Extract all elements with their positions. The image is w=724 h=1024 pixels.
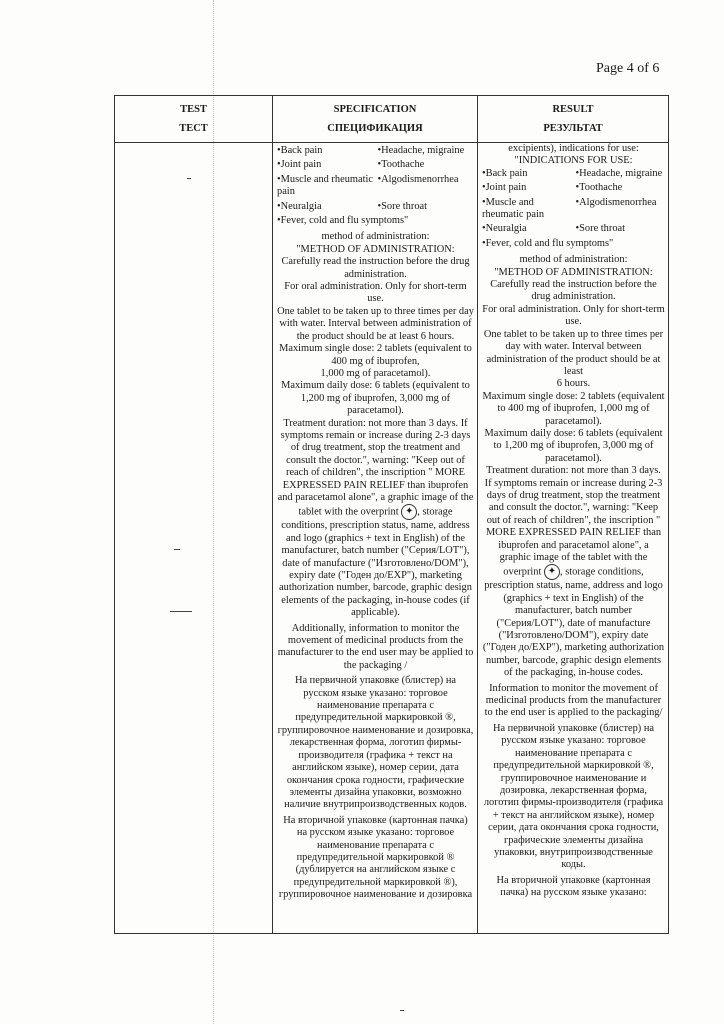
list-item: • Muscle and rheumatic pain [277,174,374,199]
overprint-icon: ✦ [401,504,417,520]
header-spec-cell [273,96,478,143]
list-item: • Joint pain [482,182,572,194]
scan-mark [174,549,180,550]
scan-mark [400,1010,404,1011]
overprint-icon: ✦ [544,564,560,580]
list-item: • Fever, cold and flu symptoms" [482,238,665,250]
scan-mark [187,178,191,179]
result-overprint-text: overprint ✦ , storage conditions, prescription status, name, address and logo (graphics + text in English) of the manufacturer, batch number ("Серия/LOT"), date of manufacture ("Изготовлено/DOM"), expiry date ("Годен до/EXP"), marketing authorization number, barcode, graphic design elements of the packaging, in-house codes. [482,566,665,679]
list-item: • Toothache [576,182,666,194]
result-cell [478,143,669,934]
result-ru-primary-text: На первичной упаковке (блистер) на русском языке указано: торговое наименование препарата с предупредительной маркировкой ®, группировочное наименование и дозировка, лекарственная форма, логотип фирмы-производителя (графика + текст на английском языке), номер серии, дата окончания срока годности, графические элементы дизайна упаковки, внутрипроизводственные коды. [483,722,664,871]
list-item: • Headache, migraine [378,145,475,157]
test-cell [115,143,273,934]
specification-cell [273,143,478,934]
scan-mark [170,611,192,612]
result-monitor-text: Information to monitor the movement of medicinal products from the manufacturer to the end user is applied to the packaging/ [484,682,663,719]
result-symptom-list [482,168,665,252]
header-test-cell [115,96,273,143]
result-intro-text: excipients), indications for use: "INDICATIONS FOR USE: [508,143,639,167]
list-item: • Algodismenorrhea [576,197,666,222]
list-item: • Back pain [482,168,572,180]
spec-tablet-text: tablet with the overprint ✦ , storage conditions, prescription status, name, address and logo (graphics + text in English) of the manufacturer, batch number ("Серия/LOT"), date of manufacture ("Изготовлено/DOM"), expiry date ("Годен до/EXP"), marketing authorization number, barcode, graphic design elements of the packaging, in-house codes (if applicable). [279,506,472,619]
list-item: • Muscle and rheumatic pain [482,197,572,222]
result-method-text: method of administration: "METHOD OF ADMINISTRATION: Carefully read the instruction before the drug administration. For oral administration. Only for short-term use. One tablet to be taken up to three times per day with water. Interval between administration of the product should be at least 6 hours. Maximum single dose: 2 tablets (equivalent to 400 mg of ibuprofen, 1,000 mg of paracetamol). Maximum daily dose: 6 tablets (equivalent to 1,200 mg of ibuprofen, 3,000 mg of paracetamol). Treatment duration: not more than 3 days. If symptoms remain or increase during 2-3 days of drug treatment, stop the treatment and consult the doctor.", warning: "Keep out of reach of children", the inscription " MORE EXPRESSED PAIN RELIEF than ibuprofen and paracetamol alone", a graphic image of the tablet with the [482,254,665,563]
spec-ru-secondary-text: На вторичной упаковке (картонная пачка) на русском языке указано: торговое наименование препарата с предупредительной маркировкой ® (дублируется на английском языке с предупредительной маркировкой ®), группировочное наименование и дозировка [278,814,473,901]
list-item: • Neuralgia [482,223,572,235]
header-test-en: TEST [180,104,207,115]
list-item: • Headache, migraine [576,168,666,180]
spec-symptom-list [277,145,474,229]
list-item: • Sore throat [378,201,475,213]
spec-method-text: method of administration: "METHOD OF ADMINISTRATION: Carefully read the instruction before the drug administration. For oral administration. Only for short-term use. One tablet to be taken up to three times per day with water. Interval between administration of the product should be at least 6 hours. Maximum single dose: 2 tablets (equivalent to 400 mg of ibuprofen, 1,000 mg of paracetamol). Maximum daily dose: 6 tablets (equivalent to 1,200 mg of ibuprofen, 3,000 mg of paracetamol). Treatment duration: not more than 3 days. If symptoms remain or increase during 2-3 days of drug treatment, stop the treatment and consult the doctor.", warning: "Keep out of reach of children", the inscription " MORE EXPRESSED PAIN RELIEF than ibuprofen and paracetamol alone", a graphic image of the [277,231,474,503]
table-body-row [115,143,669,934]
header-spec-en: SPECIFICATION [333,104,417,115]
page-number: Page 4 of 6 [596,61,660,76]
header-spec-ru: СПЕЦИФИКАЦИЯ [327,123,423,134]
list-item: • Back pain [277,145,374,157]
list-item: • Algodismenorrhea [378,174,475,199]
list-item: • Toothache [378,159,475,171]
table-header-row [115,96,669,143]
header-test-ru: ТЕСТ [179,123,208,134]
list-item: • Fever, cold and flu symptoms" [277,215,474,227]
specification-table [114,95,669,934]
spec-ru-primary-text: На первичной упаковке (блистер) на русском языке указано: торговое наименование препарата с предупредительной маркировкой ®, группировочное наименование и дозировка, лекарственная форма, логотип фирмы-производителя (графика + текст на английском языке), номер серии, дата окончания срока годности, графические элементы дизайна упаковки, возможно наличие внутрипроизводственных кодов. [277,675,474,811]
header-result-en: RESULT [552,104,594,115]
spec-additional-text: Additionally, information to monitor the movement of medicinal products from the manufacturer to the end user may be applied to the packaging / [277,622,474,671]
list-item: • Joint pain [277,159,374,171]
list-item: • Sore throat [576,223,666,235]
header-result-ru: РЕЗУЛЬТАТ [543,123,603,134]
header-result-cell [478,96,669,143]
list-item: • Neuralgia [277,201,374,213]
result-ru-secondary-text: На вторичной упаковке (картонная пачка) на русском языке указано: [496,874,651,899]
